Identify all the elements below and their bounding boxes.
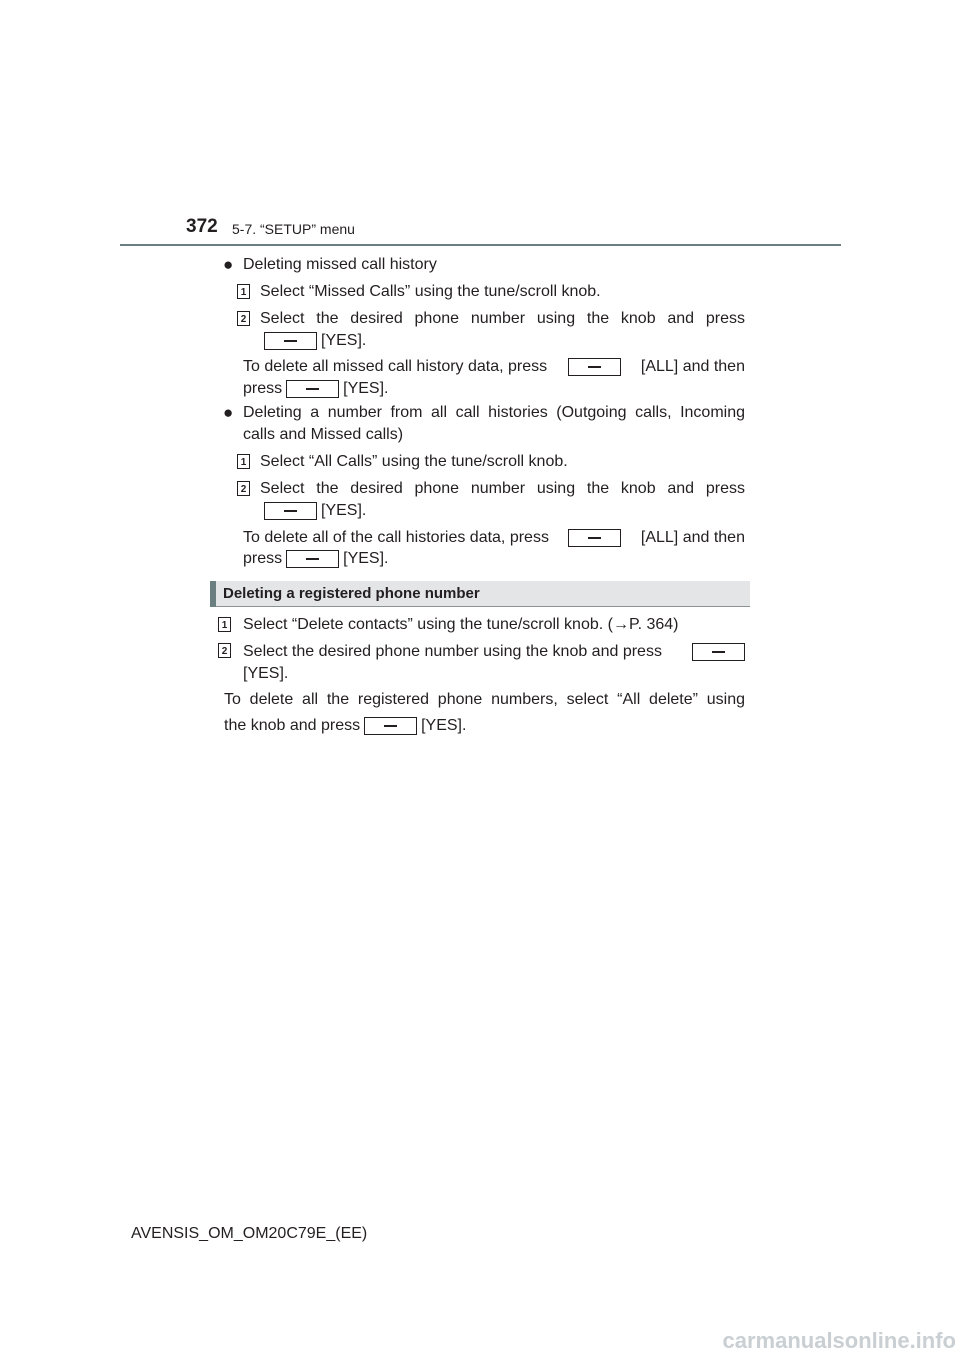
subheading-title: Deleting a registered phone number xyxy=(223,585,480,602)
bullet-title-missed: Deleting missed call history xyxy=(243,256,437,273)
step-number-icon: 2 xyxy=(237,481,250,496)
subheading-accent-bar xyxy=(210,581,216,607)
button-key-icon xyxy=(286,380,339,398)
step-text-continued: [YES]. xyxy=(260,500,366,522)
step-text-continued: [YES]. xyxy=(260,330,366,352)
step-text-continued: [YES]. xyxy=(243,665,289,682)
step-text: Select the desired phone number using the knob and press xyxy=(243,641,745,663)
button-key-icon xyxy=(364,717,417,735)
step-number-icon: 1 xyxy=(237,284,250,299)
button-key-icon xyxy=(692,643,745,661)
page-number: 372 xyxy=(186,216,218,237)
step-text: Select “Delete contacts” using the tune/scroll knob. (→P. 364) xyxy=(243,616,679,633)
document-code: AVENSIS_OM_OM20C79E_(EE) xyxy=(131,1225,368,1242)
note-text: To delete all missed call history data, press [ALL] and then xyxy=(243,358,745,375)
bullet-icon: ● xyxy=(223,255,234,274)
note-text: To delete all of the call histories data, press [ALL] and then xyxy=(243,529,745,546)
button-key-icon xyxy=(286,550,339,568)
bullet-title-all-calls: Deleting a number from all call histories (Outgoing calls, Incoming xyxy=(243,404,745,421)
step-text: Select “All Calls” using the tune/scroll knob. xyxy=(260,453,568,470)
button-key-icon xyxy=(264,332,317,350)
note-text-continued: press [YES]. xyxy=(243,380,389,397)
note-text: To delete all the registered phone numbers, select “All delete” using xyxy=(224,691,745,708)
step-text: Select the desired phone number using the knob and press xyxy=(260,310,745,327)
section-title: 5-7. “SETUP” menu xyxy=(232,221,355,237)
watermark: carmanualsonline.info xyxy=(722,1328,956,1353)
step-number-icon: 2 xyxy=(218,643,231,658)
note-text-continued: press [YES]. xyxy=(243,550,389,567)
button-key-icon xyxy=(264,502,317,520)
step-number-icon: 1 xyxy=(237,454,250,469)
step-number-icon: 1 xyxy=(218,617,231,632)
bullet-icon: ● xyxy=(223,403,234,422)
header-divider xyxy=(120,244,841,246)
note-text-continued: the knob and press [YES]. xyxy=(224,717,467,734)
step-number-icon: 2 xyxy=(237,311,250,326)
bullet-title-all-calls-continued: calls and Missed calls) xyxy=(243,426,404,443)
button-key-icon xyxy=(568,358,621,376)
step-text: Select “Missed Calls” using the tune/scroll knob. xyxy=(260,283,601,300)
step-text: Select the desired phone number using the knob and press xyxy=(260,480,745,497)
button-key-icon xyxy=(568,529,621,547)
